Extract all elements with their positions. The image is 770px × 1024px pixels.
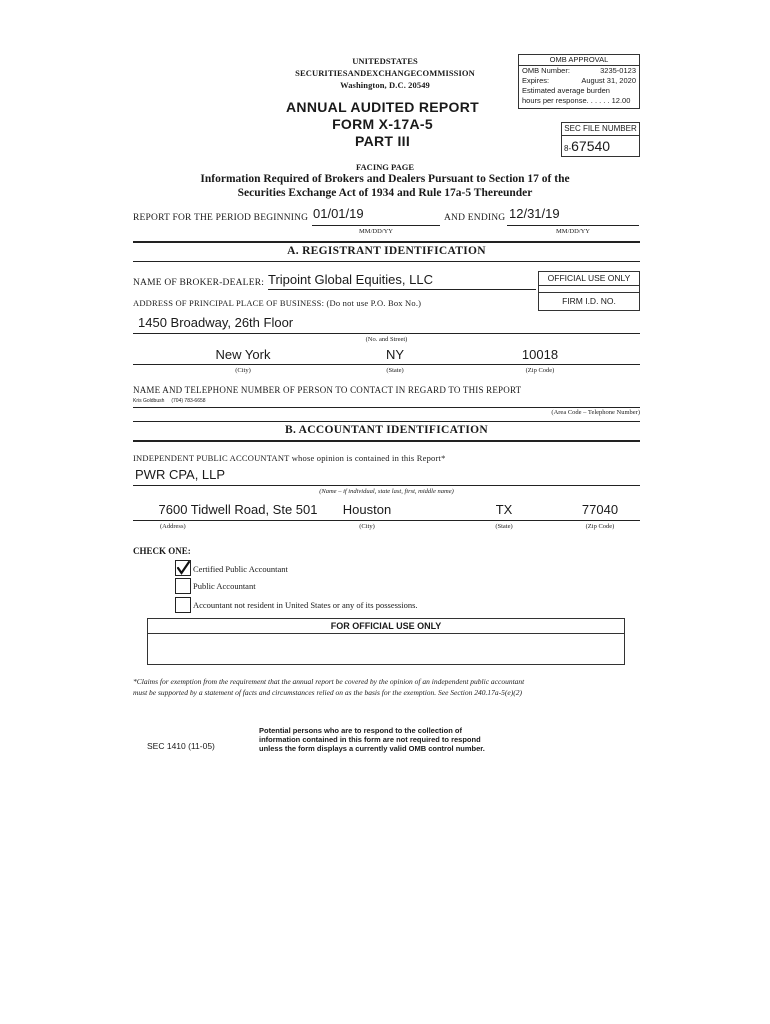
check-one-label: CHECK ONE:: [133, 546, 191, 556]
broker-name-value[interactable]: Tripoint Global Equities, LLC: [268, 272, 433, 287]
omb-number-value: 3235-0123: [600, 66, 636, 75]
accountant-state-value[interactable]: TX: [495, 502, 513, 517]
agency-line-3: Washington, D.C. 20549: [340, 80, 430, 90]
zip-value[interactable]: 10018: [521, 347, 559, 362]
omb-approval-box: [518, 54, 640, 109]
accountant-address-value[interactable]: 7600 Tidwell Road, Ste 501: [158, 502, 318, 517]
contact-phone-value[interactable]: (704) 783-6658: [171, 398, 206, 404]
agency-line-1: UNITEDSTATES: [352, 56, 418, 66]
cpa-option-label: Certified Public Accountant: [193, 564, 288, 574]
accountant-name-hint: (Name – if individual, state last, first, middle name): [319, 488, 454, 495]
zip-hint: (Zip Code): [525, 367, 555, 374]
official-use-label: OFFICIAL USE ONLY: [539, 272, 639, 286]
checkmark-icon: [175, 560, 191, 576]
sec-file-value: 67540: [571, 138, 611, 154]
street-hint: (No. and Street): [365, 336, 408, 343]
address-label: ADDRESS OF PRINCIPAL PLACE OF BUSINESS: (Do not use P.O. Box No.): [133, 298, 422, 308]
sec-file-number-box: [561, 122, 640, 157]
non-resident-label: Accountant not resident in United States or any of its possessions.: [193, 600, 418, 610]
period-end-label: AND ENDING: [444, 213, 506, 223]
footnote-line-1: *Claims for exemption from the requirement that the annual report be covered by the opinion of an independent public accountant: [133, 677, 525, 686]
section-a-heading: A. REGISTRANT IDENTIFICATION: [287, 245, 486, 257]
public-accountant-label: Public Accountant: [193, 581, 256, 591]
cpa-checkbox[interactable]: [175, 560, 191, 576]
accountant-name-value[interactable]: PWR CPA, LLP: [135, 467, 226, 482]
state-hint: (State): [386, 367, 404, 374]
notice-line-1: Potential persons who are to respond to the collection of: [259, 726, 462, 735]
begin-format-hint: MM/DD/YY: [359, 228, 393, 235]
address-hint: (Address): [160, 523, 186, 530]
period-begin-value[interactable]: 01/01/19: [313, 206, 364, 221]
footnote-line-2: must be supported by a statement of facts and circumstances relied on as the basis for the exemption. See Section 240.17a-5(e)(2): [133, 688, 522, 697]
state-value[interactable]: NY: [385, 347, 405, 362]
b-city-hint: (City): [359, 523, 375, 530]
sec-file-label: SEC FILE NUMBER: [562, 123, 639, 136]
agency-line-2: SECURITIESANDEXCHANGECOMMISSION: [295, 68, 475, 78]
omb-expires-value: August 31, 2020: [581, 76, 636, 85]
omb-burden-1: Estimated average burden: [522, 86, 610, 95]
contact-label: NAME AND TELEPHONE NUMBER OF PERSON TO CONTACT IN REGARD TO THIS REPORT: [133, 385, 522, 395]
form-title-3: PART III: [354, 133, 411, 149]
firm-id-label: FIRM I.D. NO.: [562, 296, 616, 306]
contact-name-value[interactable]: Kris Goldbush: [133, 398, 165, 404]
accountant-zip-value[interactable]: 77040: [581, 502, 619, 517]
street-value[interactable]: 1450 Broadway, 26th Floor: [138, 315, 294, 330]
accountant-city-value[interactable]: Houston: [342, 502, 392, 517]
city-hint: (City): [235, 367, 251, 374]
subtitle-2: Securities Exchange Act of 1934 and Rule 17a-5 Thereunder: [237, 187, 533, 199]
period-begin-label: REPORT FOR THE PERIOD BEGINNING: [133, 213, 309, 223]
b-state-hint: (State): [495, 523, 513, 530]
form-title-1: ANNUAL AUDITED REPORT: [286, 99, 479, 115]
public-accountant-checkbox[interactable]: [175, 578, 191, 594]
end-format-hint: MM/DD/YY: [556, 228, 590, 235]
broker-label: NAME OF BROKER-DEALER:: [133, 278, 265, 288]
notice-line-2: information contained in this form are not required to respond: [259, 735, 481, 744]
form-title-2: FORM X-17A-5: [332, 116, 433, 132]
sec-file-prefix: 8-: [564, 144, 572, 153]
omb-number-label: OMB Number:: [522, 66, 570, 75]
phone-hint: (Area Code – Telephone Number): [551, 409, 640, 416]
non-resident-checkbox[interactable]: [175, 597, 191, 613]
for-official-use-label: FOR OFFICIAL USE ONLY: [148, 619, 624, 634]
notice-line-3: unless the form displays a currently valid OMB control number.: [259, 744, 485, 753]
form-code: SEC 1410 (11-05): [147, 741, 215, 751]
omb-burden-2: hours per response. . . . . . 12.00: [522, 96, 631, 105]
period-end-value[interactable]: 12/31/19: [509, 206, 560, 221]
city-value[interactable]: New York: [215, 347, 271, 362]
omb-heading: OMB APPROVAL: [519, 55, 639, 66]
facing-page-label: FACING PAGE: [355, 162, 414, 172]
section-b-heading: B. ACCOUNTANT IDENTIFICATION: [285, 424, 488, 436]
subtitle-1: Information Required of Brokers and Dealers Pursuant to Section 17 of the: [200, 173, 570, 185]
accountant-label: INDEPENDENT PUBLIC ACCOUNTANT whose opinion is contained in this Report*: [133, 453, 446, 463]
b-zip-hint: (Zip Code): [585, 523, 615, 530]
official-use-box: [538, 271, 640, 311]
omb-expires-label: Expires:: [522, 76, 550, 85]
for-official-use-box: [147, 618, 625, 665]
